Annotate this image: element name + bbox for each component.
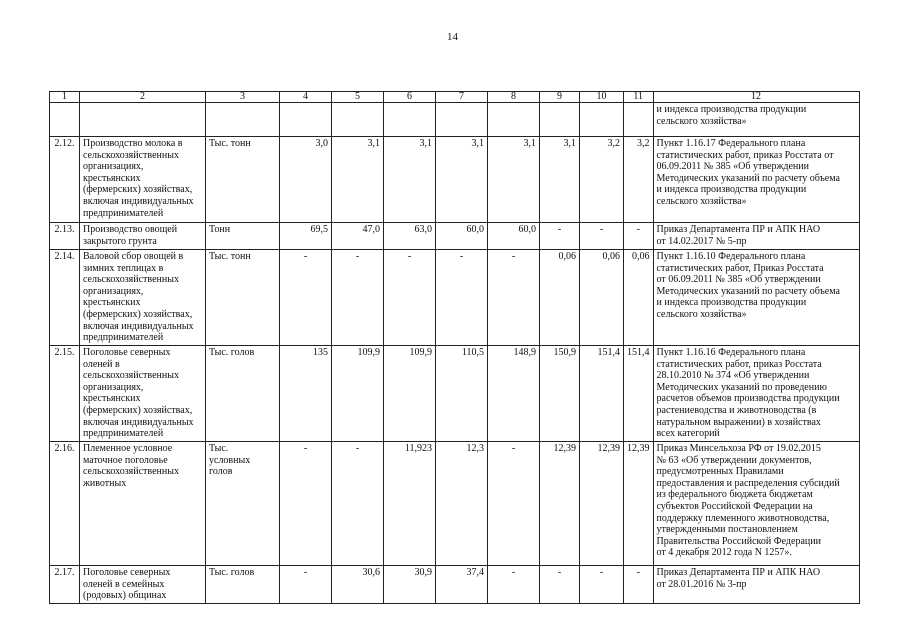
value-cell	[280, 103, 332, 137]
value-cell: 3,1	[488, 137, 540, 223]
indicator-name: Поголовье северных оленей в сельскохозяйственных организациях, крестьянских (фермерских) хозяйствах, включая индивидуальных предпринимателей	[80, 346, 206, 442]
value-cell: -	[540, 566, 580, 604]
value-cell: 30,9	[384, 566, 436, 604]
value-cell: 0,06	[624, 250, 654, 346]
value-cell: -	[624, 223, 654, 250]
value-cell: 37,4	[436, 566, 488, 604]
page-number: 14	[447, 31, 458, 43]
legal-basis: Приказ Минсельхоза РФ от 19.02.2015 № 63 «Об утверждении документов, предусмотренных Правилами предоставления и распределения субсидий из федерального бюджета бюджетам субъектов Российской Федерации на поддержку племенного животноводства, утвержденными постановлением Правительства Российской Федерации от 4 декабря 2012 года N 1257».	[653, 442, 859, 566]
value-cell: -	[540, 223, 580, 250]
value-cell: 0,06	[540, 250, 580, 346]
unit: Тыс. тонн	[206, 137, 280, 223]
value-cell	[580, 103, 624, 137]
row-number: 2.16.	[50, 442, 80, 566]
value-cell: -	[384, 250, 436, 346]
value-cell: 3,0	[280, 137, 332, 223]
value-cell: 63,0	[384, 223, 436, 250]
table-row	[50, 137, 860, 223]
row-number: 2.15.	[50, 346, 80, 442]
value-cell: -	[436, 250, 488, 346]
column-header: 10	[580, 92, 624, 103]
table-row	[50, 346, 860, 442]
value-cell: 12,39	[624, 442, 654, 566]
unit: Тыс. голов	[206, 566, 280, 604]
indicators-table	[49, 91, 860, 604]
indicator-name: Производство овощей закрытого грунта	[80, 223, 206, 250]
legal-basis: и индекса производства продукции сельского хозяйства»	[653, 103, 859, 137]
row-number: 2.17.	[50, 566, 80, 604]
table-row	[50, 250, 860, 346]
value-cell: 60,0	[488, 223, 540, 250]
value-cell: 12,39	[540, 442, 580, 566]
column-header: 4	[280, 92, 332, 103]
column-number-header-row	[50, 92, 860, 103]
unit: Тыс. условных голов	[206, 442, 280, 566]
table-row	[50, 223, 860, 250]
column-header: 3	[206, 92, 280, 103]
value-cell: 135	[280, 346, 332, 442]
value-cell: 151,4	[580, 346, 624, 442]
legal-basis: Пункт 1.16.17 Федерального плана статистических работ, приказ Росстата от 06.09.2011 № 385 «Об утверждении Методических указаний по расчету объема и индекса производства продукции сельского хозяйства»	[653, 137, 859, 223]
value-cell	[384, 103, 436, 137]
row-number: 2.12.	[50, 137, 80, 223]
value-cell: -	[624, 566, 654, 604]
value-cell: -	[280, 566, 332, 604]
value-cell: 3,1	[436, 137, 488, 223]
unit	[206, 103, 280, 137]
value-cell: 3,2	[580, 137, 624, 223]
value-cell: -	[580, 223, 624, 250]
column-header: 7	[436, 92, 488, 103]
legal-basis: Пункт 1.16.16 Федерального плана статистических работ, приказ Росстата 28.10.2010 № 374 «Об утверждении Методических указаний по проведению расчетов объемов производства продукции растениеводства и животноводства (в натуральном выражении) в хозяйствах всех категорий	[653, 346, 859, 442]
value-cell: 12,3	[436, 442, 488, 566]
column-header: 1	[50, 92, 80, 103]
indicator-name: Поголовье северных оленей в семейных (родовых) общинах	[80, 566, 206, 604]
value-cell: -	[488, 442, 540, 566]
legal-basis: Пункт 1.16.10 Федерального плана статистических работ, Приказ Росстата от 06.09.2011 № 385 «Об утверждении Методических указаний по расчету объема и индекса производства продукции сельского хозяйства»	[653, 250, 859, 346]
value-cell: 3,1	[384, 137, 436, 223]
column-header: 9	[540, 92, 580, 103]
column-header: 5	[332, 92, 384, 103]
column-header: 12	[653, 92, 859, 103]
value-cell: -	[488, 566, 540, 604]
row-number	[50, 103, 80, 137]
value-cell	[332, 103, 384, 137]
unit: Тыс. тонн	[206, 250, 280, 346]
value-cell: 109,9	[384, 346, 436, 442]
indicator-name: Производство молока в сельскохозяйственных организациях, крестьянских (фермерских) хозяйствах, включая индивидуальных предпринимателей	[80, 137, 206, 223]
value-cell: -	[332, 250, 384, 346]
value-cell: -	[488, 250, 540, 346]
value-cell: 110,5	[436, 346, 488, 442]
indicator-name	[80, 103, 206, 137]
value-cell: 30,6	[332, 566, 384, 604]
column-header: 11	[624, 92, 654, 103]
value-cell: 3,1	[540, 137, 580, 223]
column-header: 6	[384, 92, 436, 103]
value-cell: 0,06	[580, 250, 624, 346]
indicator-name: Валовой сбор овощей в зимних теплицах в сельскохозяйственных организациях, крестьянских (фермерских) хозяйствах, включая индивидуальных предпринимателей	[80, 250, 206, 346]
value-cell: -	[332, 442, 384, 566]
indicator-name: Племенное условное маточное поголовье сельскохозяйственных животных	[80, 442, 206, 566]
column-header: 2	[80, 92, 206, 103]
row-number: 2.14.	[50, 250, 80, 346]
value-cell: 3,2	[624, 137, 654, 223]
value-cell: 109,9	[332, 346, 384, 442]
value-cell: 12,39	[580, 442, 624, 566]
legal-basis: Приказ Департамента ПР и АПК НАО от 14.02.2017 № 5-пр	[653, 223, 859, 250]
value-cell: 47,0	[332, 223, 384, 250]
value-cell	[624, 103, 654, 137]
row-number: 2.13.	[50, 223, 80, 250]
value-cell: -	[280, 250, 332, 346]
value-cell: -	[580, 566, 624, 604]
unit: Тыс. голов	[206, 346, 280, 442]
value-cell	[540, 103, 580, 137]
value-cell: 151,4	[624, 346, 654, 442]
value-cell: 150,9	[540, 346, 580, 442]
value-cell: 148,9	[488, 346, 540, 442]
unit: Тонн	[206, 223, 280, 250]
value-cell: 3,1	[332, 137, 384, 223]
value-cell: -	[280, 442, 332, 566]
table-row	[50, 566, 860, 604]
legal-basis: Приказ Департамента ПР и АПК НАО от 28.01.2016 № 3-пр	[653, 566, 859, 604]
table-row	[50, 103, 860, 137]
table-row	[50, 442, 860, 566]
value-cell: 69,5	[280, 223, 332, 250]
value-cell	[488, 103, 540, 137]
value-cell: 60,0	[436, 223, 488, 250]
value-cell	[436, 103, 488, 137]
value-cell: 11,923	[384, 442, 436, 566]
column-header: 8	[488, 92, 540, 103]
